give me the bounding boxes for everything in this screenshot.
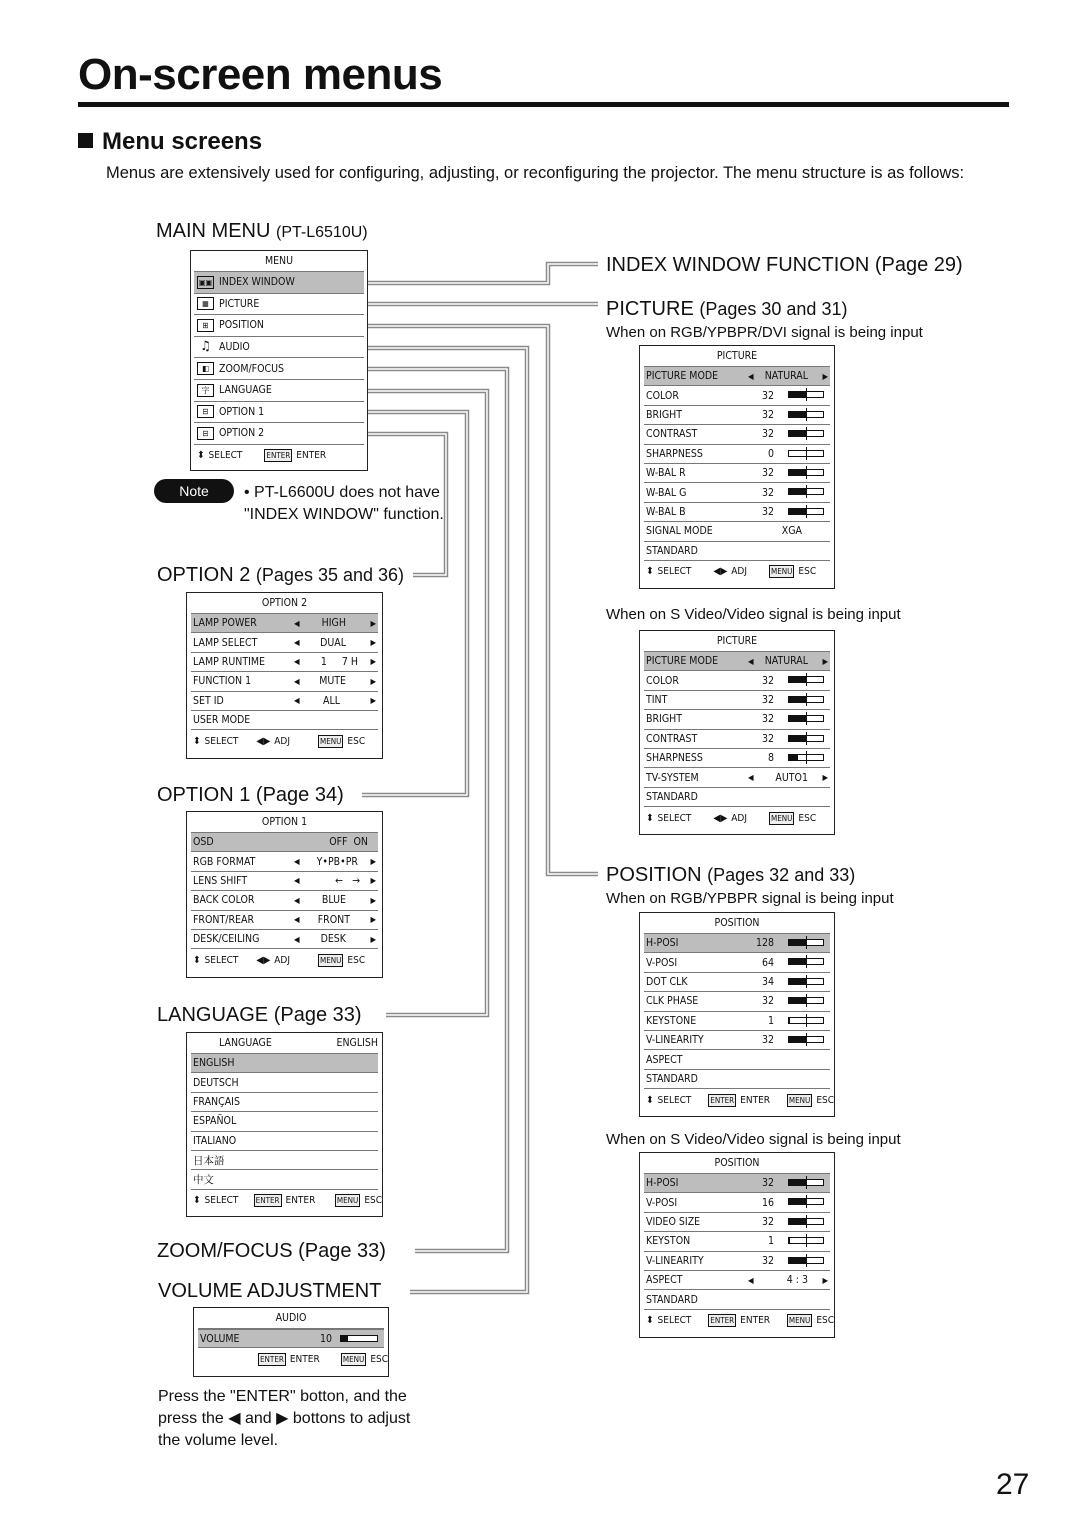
row-label: CONTRAST <box>646 428 698 441</box>
option2-row[interactable]: SET ID ◀ ALL ▶ <box>191 692 378 711</box>
level-bar <box>788 978 824 985</box>
updown-icon: ⬍ <box>197 450 205 462</box>
row-label: PICTURE MODE <box>646 370 719 383</box>
row-value: NATURAL <box>764 655 808 668</box>
center-tick <box>806 712 807 725</box>
volume-level-fill <box>341 1336 348 1341</box>
footer-text: ⬍ <box>646 1315 654 1327</box>
footer-text: ADJ <box>731 812 747 824</box>
option2-row[interactable]: LAMP POWER ◀ HIGH ▶ <box>191 614 378 633</box>
menu-row[interactable] <box>644 691 830 710</box>
main-menu-item-audio[interactable]: ♫ AUDIO <box>194 337 364 359</box>
option1-row[interactable]: BACK COLOR ◀ BLUE ▶ <box>191 891 378 910</box>
row-label: COLOR <box>646 674 679 687</box>
row-value: 128 <box>755 937 774 950</box>
row-label: KEYSTON <box>646 1235 691 1248</box>
level-bar <box>788 450 824 457</box>
menu-row[interactable] <box>644 992 830 1011</box>
menu-row[interactable] <box>644 522 830 541</box>
level-bar <box>788 488 824 495</box>
menu-row[interactable] <box>644 1271 830 1290</box>
menu-row[interactable] <box>644 1174 830 1193</box>
option2-row[interactable]: USER MODE <box>191 711 378 730</box>
level-bar <box>788 676 824 683</box>
main-menu-item-zoom-focus[interactable]: ◧ ZOOM/FOCUS <box>194 358 364 380</box>
main-menu-item-option-2[interactable]: ⊟ OPTION 2 <box>194 423 364 445</box>
language-option[interactable]: ENGLISH <box>191 1054 378 1073</box>
option1-footer: ⬍ SELECT ◀▶ ADJ MENU ESC <box>193 954 366 966</box>
language-label: LANGUAGE (Page 33) <box>157 1004 362 1026</box>
row-value: 16 <box>761 1196 774 1209</box>
language-icon: 字 <box>197 384 214 397</box>
option2-label: OPTION 2 (Pages 35 and 36) <box>157 564 405 586</box>
row-label: SIGNAL MODE <box>646 525 713 538</box>
level-bar-fill <box>789 697 806 702</box>
menu-row[interactable] <box>644 788 830 807</box>
menu-row[interactable] <box>644 953 830 972</box>
menu-row[interactable] <box>644 367 830 386</box>
option1-row[interactable]: OSD OFF ON <box>191 833 378 852</box>
menu-row[interactable] <box>644 445 830 464</box>
level-bar-fill <box>789 1037 806 1042</box>
row-label: STANDARD <box>646 1072 698 1085</box>
option1-menu <box>186 811 383 978</box>
center-tick <box>806 673 807 686</box>
row-label: H-POSI <box>646 937 679 950</box>
main-menu-item-index-window[interactable]: ▣▣ INDEX WINDOW <box>194 272 364 294</box>
footer-text: ENTER <box>740 1094 771 1106</box>
footer-text: ESC <box>798 566 817 578</box>
level-bar-fill <box>789 959 806 964</box>
menu-row[interactable] <box>644 542 830 561</box>
level-bar-fill <box>789 1199 806 1204</box>
menu-rows <box>644 1173 830 1310</box>
menu-row[interactable] <box>644 1193 830 1212</box>
right-arrow-icon: ▶ <box>822 773 828 783</box>
picture-video-menu <box>639 630 835 835</box>
row-label: DOT CLK <box>646 975 688 988</box>
left-arrow-icon: ◀ <box>748 773 754 783</box>
footer-text: ◀▶ <box>713 812 728 824</box>
menu-row[interactable] <box>644 1070 830 1089</box>
footer-text: ADJ <box>731 566 747 578</box>
language-option[interactable]: ESPAÑOL <box>191 1112 378 1131</box>
menu-row[interactable] <box>644 934 830 953</box>
option1-row[interactable]: FRONT/REAR ◀ FRONT ▶ <box>191 911 378 930</box>
center-tick <box>806 732 807 745</box>
menu-footer <box>640 561 834 583</box>
level-bar <box>788 735 824 742</box>
center-tick <box>806 1014 807 1027</box>
picture-label: PICTURE (Pages 30 and 31) <box>606 298 848 320</box>
index-window-label: INDEX WINDOW FUNCTION (Page 29) <box>606 254 963 276</box>
menu-row[interactable] <box>644 768 830 787</box>
row-label: V-POSI <box>646 1196 678 1209</box>
menu-row[interactable] <box>644 671 830 690</box>
level-bar-fill <box>789 1180 806 1185</box>
menu-rows <box>644 366 830 561</box>
option1-row[interactable]: DESK/CEILING ◀ DESK ▶ <box>191 930 378 949</box>
option1-label: OPTION 1 (Page 34) <box>157 784 344 806</box>
menu-row[interactable] <box>644 1050 830 1069</box>
menu-row[interactable] <box>644 1012 830 1031</box>
level-bar-fill <box>789 716 806 721</box>
row-value: 32 <box>761 693 774 706</box>
audio-note-icon: ♫ <box>200 338 211 354</box>
menu-row[interactable] <box>644 710 830 729</box>
row-label: TV-SYSTEM <box>646 771 699 784</box>
footer-text: ⬍ <box>646 566 654 578</box>
level-bar <box>788 1218 824 1225</box>
footer-text: ⬍ <box>646 812 654 824</box>
level-bar-fill <box>789 509 806 514</box>
row-label: STANDARD <box>646 1293 698 1306</box>
row-value: 34 <box>761 975 774 988</box>
menu-row[interactable] <box>644 1232 830 1251</box>
volume-adjustment-label: VOLUME ADJUSTMENT <box>158 1280 382 1302</box>
language-option[interactable]: 日本語 <box>191 1151 378 1170</box>
key-icon: MENU <box>771 567 793 577</box>
level-bar <box>788 469 824 476</box>
menu-rows <box>644 651 830 807</box>
picture-icon: ▦ <box>197 297 214 310</box>
level-bar <box>788 997 824 1004</box>
position-cond-video: When on S Video/Video signal is being input <box>606 1131 901 1148</box>
row-value: 32 <box>761 467 774 480</box>
language-option[interactable]: ITALIANO <box>191 1132 378 1151</box>
footer-text: SELECT <box>657 1094 692 1106</box>
enter-key-icon: ENTER <box>266 451 291 461</box>
level-bar <box>788 696 824 703</box>
center-tick <box>806 447 807 460</box>
footer-text: SELECT <box>657 812 692 824</box>
row-label: SHARPNESS <box>646 752 703 765</box>
option2-menu-title: OPTION 2 <box>261 597 308 609</box>
footer-text: SELECT <box>657 1315 692 1327</box>
row-value: 1 <box>767 1014 774 1027</box>
row-value: NATURAL <box>764 370 808 383</box>
center-tick <box>806 1254 807 1267</box>
center-tick <box>806 427 807 440</box>
row-label: STANDARD <box>646 790 698 803</box>
level-bar-fill <box>789 940 806 945</box>
level-bar-fill <box>789 412 806 417</box>
row-label: CLK PHASE <box>646 995 699 1008</box>
picture-cond-video: When on S Video/Video signal is being input <box>606 606 901 623</box>
main-menu-item-picture[interactable]: ▦ PICTURE <box>194 294 364 316</box>
row-value: 32 <box>761 1254 774 1267</box>
row-value: 0 <box>767 447 774 460</box>
center-tick <box>806 408 807 421</box>
level-bar-fill <box>789 489 806 494</box>
row-label: W-BAL R <box>646 467 686 480</box>
row-label: KEYSTONE <box>646 1014 697 1027</box>
left-arrow-icon: ◀ <box>748 371 754 381</box>
footer-text: ENTER <box>740 1315 771 1327</box>
right-arrow-icon: ▶ <box>822 656 828 666</box>
left-arrow-icon: ◀ <box>748 656 754 666</box>
main-menu-item-option-1[interactable]: ⊟ OPTION 1 <box>194 402 364 424</box>
menu-row[interactable] <box>644 749 830 768</box>
key-icon: MENU <box>788 1095 811 1105</box>
level-bar <box>788 1179 824 1186</box>
level-bar-fill <box>789 470 806 475</box>
main-menu-item-language[interactable]: 字 LANGUAGE <box>194 380 364 402</box>
menu-row[interactable] <box>644 1213 830 1232</box>
language-menu-header: LANGUAGE ENGLISH <box>219 1037 378 1049</box>
menu-row[interactable] <box>644 1290 830 1309</box>
menu-row[interactable] <box>644 386 830 405</box>
row-label: V-POSI <box>646 956 678 969</box>
row-value: 32 <box>761 1215 774 1228</box>
position-icon: ⊞ <box>197 319 214 332</box>
menu-row[interactable] <box>644 483 830 502</box>
menu-footer <box>640 1310 834 1332</box>
row-value: 32 <box>761 408 774 421</box>
menu-row[interactable] <box>644 730 830 749</box>
center-tick <box>806 1033 807 1046</box>
level-bar <box>788 411 824 418</box>
row-value: 32 <box>761 1177 774 1190</box>
key-icon: ENTER <box>710 1095 735 1105</box>
row-value: 32 <box>761 428 774 441</box>
level-bar-fill <box>789 1018 790 1023</box>
row-value: 32 <box>761 486 774 499</box>
main-menu-footer: ⬍ SELECT ENTER ENTER <box>197 450 327 462</box>
zoom-focus-icon: ◧ <box>197 362 214 375</box>
row-label: W-BAL G <box>646 486 687 499</box>
row-value: 4 : 3 <box>786 1274 808 1287</box>
note-pill: Note <box>154 479 234 503</box>
center-tick <box>806 505 807 518</box>
footer-text: ESC <box>816 1094 834 1106</box>
center-tick <box>806 975 807 988</box>
menu-footer <box>640 1089 834 1111</box>
row-label: CONTRAST <box>646 732 698 745</box>
row-label: COLOR <box>646 389 679 402</box>
row-value: 8 <box>767 752 774 765</box>
center-tick <box>806 1195 807 1208</box>
position-rgb-menu <box>639 912 835 1117</box>
row-label: PICTURE MODE <box>646 655 719 668</box>
row-label: V-LINEARITY <box>646 1034 704 1047</box>
level-bar <box>788 754 824 761</box>
key-icon: MENU <box>771 813 793 823</box>
level-bar <box>788 1257 824 1264</box>
footer-text: ESC <box>816 1315 834 1327</box>
row-value: 64 <box>761 956 774 969</box>
option-icon: ⊟ <box>197 427 214 440</box>
center-tick <box>806 466 807 479</box>
language-option[interactable]: DEUTSCH <box>191 1073 378 1092</box>
level-bar-fill <box>789 431 806 436</box>
row-label: BRIGHT <box>646 713 683 726</box>
page-number: 27 <box>996 1468 1030 1501</box>
note-text: • PT-L6600U does not have "INDEX WINDOW" function. <box>244 484 444 523</box>
language-option[interactable]: FRANÇAIS <box>191 1093 378 1112</box>
level-bar <box>788 508 824 515</box>
option2-row[interactable]: LAMP SELECT ◀ DUAL ▶ <box>191 633 378 652</box>
language-menu <box>186 1032 383 1217</box>
footer-text: SELECT <box>657 566 692 578</box>
center-tick <box>806 485 807 498</box>
row-label: TINT <box>646 693 668 706</box>
option2-row[interactable]: FUNCTION 1 ◀ MUTE ▶ <box>191 672 378 691</box>
footer-text: ESC <box>798 812 817 824</box>
menu-row[interactable] <box>644 1252 830 1271</box>
row-value: 32 <box>761 713 774 726</box>
page-title: On-screen menus <box>78 50 443 99</box>
volume-instruction: Press the "ENTER" botton, and the press the ◀ and ▶ bottons to adjust the volume level. <box>158 1388 411 1449</box>
row-value: AUTO1 <box>775 771 808 784</box>
right-arrow-icon: ▶ <box>822 371 828 381</box>
language-option[interactable]: 中文 <box>191 1170 378 1189</box>
menu-rows <box>644 933 830 1089</box>
main-menu-title: MENU <box>264 255 294 267</box>
level-bar-fill <box>789 392 806 397</box>
option2-row[interactable]: LAMP RUNTIME ◀ 1 7 H ▶ <box>191 653 378 672</box>
row-label: BRIGHT <box>646 408 683 421</box>
level-bar-fill <box>789 979 806 984</box>
left-arrow-icon: ◀ <box>748 1275 754 1285</box>
center-tick <box>806 1215 807 1228</box>
center-tick <box>806 955 807 968</box>
row-value: XGA <box>781 525 802 538</box>
level-bar-fill <box>789 677 806 682</box>
option-icon: ⊟ <box>197 405 214 418</box>
key-icon: MENU <box>788 1316 811 1326</box>
level-bar-fill <box>789 1219 806 1224</box>
row-label: H-POSI <box>646 1177 679 1190</box>
audio-menu <box>193 1307 389 1377</box>
level-bar-fill <box>789 755 798 760</box>
index-window-icon: ▣▣ <box>198 277 213 287</box>
language-footer: ⬍ SELECT ENTER ENTER MENU ESC <box>193 1195 382 1207</box>
key-icon: ENTER <box>710 1316 735 1326</box>
level-bar-fill <box>789 998 806 1003</box>
row-label: W-BAL B <box>646 505 686 518</box>
row-value: 32 <box>761 995 774 1008</box>
option1-menu-title: OPTION 1 <box>261 816 308 828</box>
level-bar <box>788 1237 824 1244</box>
option2-menu <box>186 592 383 759</box>
row-value: 32 <box>761 674 774 687</box>
level-bar-fill <box>789 1258 806 1263</box>
menu-row[interactable] <box>644 973 830 992</box>
level-bar <box>788 939 824 946</box>
picture-rgb-menu <box>639 345 835 589</box>
row-label: STANDARD <box>646 544 698 557</box>
level-bar-fill <box>789 736 806 741</box>
menu-row[interactable] <box>644 1031 830 1050</box>
menu-row[interactable] <box>644 652 830 671</box>
row-value: 32 <box>761 1034 774 1047</box>
row-value: 32 <box>761 389 774 402</box>
main-menu-item-position[interactable]: ⊞ POSITION <box>194 315 364 337</box>
menu-row[interactable] <box>644 425 830 444</box>
row-label: VIDEO SIZE <box>646 1215 701 1228</box>
row-label: SHARPNESS <box>646 447 703 460</box>
main-menu-box <box>190 250 368 471</box>
right-arrow-icon: ▶ <box>822 1275 828 1285</box>
row-label: ASPECT <box>646 1274 683 1287</box>
level-bar <box>788 715 824 722</box>
audio-menu-title: AUDIO <box>275 1312 307 1324</box>
level-bar <box>788 1198 824 1205</box>
menu-row[interactable] <box>644 406 830 425</box>
center-tick <box>806 1176 807 1189</box>
option1-row[interactable]: LENS SHIFT ◀ ← → ▶ <box>191 872 378 891</box>
level-bar <box>788 430 824 437</box>
footer-text: ◀▶ <box>713 566 728 578</box>
center-tick <box>806 994 807 1007</box>
footer-text: ⬍ <box>646 1094 654 1106</box>
center-tick <box>806 1234 807 1247</box>
level-bar <box>788 1036 824 1043</box>
section-heading-text: Menu screens <box>102 128 263 155</box>
option1-row[interactable]: RGB FORMAT ◀ Y•PB•PR ▶ <box>191 852 378 871</box>
row-label: V-LINEARITY <box>646 1254 704 1267</box>
menu-title: PICTURE <box>716 635 758 647</box>
level-bar <box>788 958 824 965</box>
menu-footer <box>640 807 834 829</box>
row-label: ASPECT <box>646 1053 683 1066</box>
center-tick <box>806 936 807 949</box>
volume-row[interactable]: VOLUME 10 <box>198 1329 384 1348</box>
menu-title: PICTURE <box>716 350 758 362</box>
level-bar <box>788 1017 824 1024</box>
zoom-focus-label: ZOOM/FOCUS (Page 33) <box>157 1240 386 1262</box>
picture-cond-rgb: When on RGB/YPBPR/DVI signal is being input <box>606 324 923 341</box>
center-tick <box>806 693 807 706</box>
menu-row[interactable] <box>644 503 830 522</box>
audio-footer: ENTER ENTER MENU ESC <box>260 1353 388 1365</box>
option2-footer: ⬍ SELECT ◀▶ ADJ MENU ESC <box>193 735 366 747</box>
center-tick <box>806 751 807 764</box>
row-value: 32 <box>761 732 774 745</box>
position-label: POSITION (Pages 32 and 33) <box>606 864 856 886</box>
position-video-menu <box>639 1152 835 1338</box>
row-value: 32 <box>761 505 774 518</box>
menu-row[interactable] <box>644 464 830 483</box>
row-value: 1 <box>767 1235 774 1248</box>
intro-paragraph: Menus are extensively used for configuring, adjusting, or reconfiguring the projector. The menu structure is as follows: <box>106 164 965 182</box>
center-tick <box>806 388 807 401</box>
level-bar-fill <box>789 1238 790 1243</box>
position-cond-rgb: When on RGB/YPBPR signal is being input <box>606 890 894 907</box>
level-bar <box>788 391 824 398</box>
main-menu-label: MAIN MENU (PT-L6510U) <box>156 220 368 242</box>
menu-title: POSITION <box>714 1157 760 1169</box>
menu-title: POSITION <box>714 917 760 929</box>
